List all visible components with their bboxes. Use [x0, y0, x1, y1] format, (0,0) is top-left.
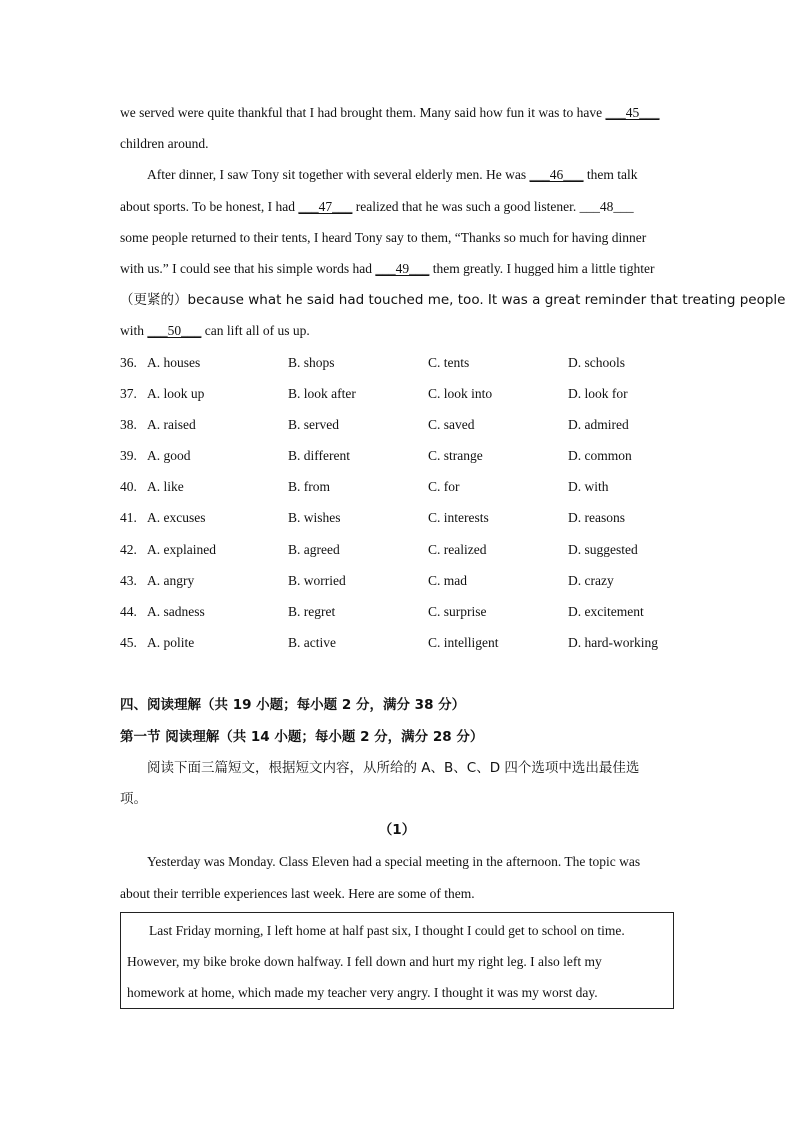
question-row: 43. A. angry B. worried C. mad D. crazy	[120, 572, 614, 588]
passage-line: about their terrible experiences last week. Here are some of them.	[120, 885, 475, 901]
passage-line: with ___50___ can lift all of us up.	[120, 323, 310, 339]
question-row: 38. A. raised B. served C. saved D. admired	[120, 416, 629, 432]
question-row: 36. A. houses B. shops C. tents D. schools	[120, 354, 625, 370]
blank-47: ___47___	[298, 198, 353, 214]
box-line: Last Friday morning, I left home at half past six, I thought I could get to school on time.	[149, 922, 625, 938]
subsection-heading: 第一节 阅读理解（共 14 小题；每小题 2 分，满分 28 分）	[120, 728, 484, 745]
question-row: 37. A. look up B. look after C. look into D. look for	[120, 385, 628, 401]
exam-page	[120, 97, 786, 1009]
box-line: homework at home, which made my teacher very angry. I thought it was my worst day.	[127, 984, 598, 1000]
section-heading: 四、阅读理解（共 19 小题；每小题 2 分，满分 38 分）	[120, 697, 466, 714]
box-line: However, my bike broke down halfway. I fell down and hurt my right leg. I also left my	[127, 953, 602, 969]
question-row: 39. A. good B. different C. strange D. common	[120, 448, 632, 464]
passage-line: we served were quite thankful that I had brought them. Many said how fun it was to have ___45___	[120, 105, 660, 120]
spacer	[120, 658, 674, 690]
instruction-text: 阅读下面三篇短文，根据短文内容，从所给的 A、B、C、D 四个选项中选出最佳选	[147, 759, 640, 776]
question-row: 40. A. like B. from C. for D. with	[120, 479, 609, 495]
passage-number: （1）	[378, 822, 416, 839]
passage-line: After dinner, I saw Tony sit together with several elderly men. He was ___46___ them talk	[147, 167, 638, 183]
instruction-text: 项。	[120, 790, 147, 807]
blank-45: ___45___	[605, 105, 660, 120]
blank-46: ___46___	[529, 167, 584, 183]
passage-line: （更紧的）because what he said had touched me, too. It was a great reminder that treating people	[120, 292, 786, 309]
question-row: 42. A. explained B. agreed C. realized D. suggested	[120, 541, 638, 557]
passage-line: Yesterday was Monday. Class Eleven had a special meeting in the afternoon. The topic was	[147, 854, 641, 870]
passage-line: children around.	[120, 136, 209, 152]
quote-box	[120, 912, 674, 1009]
question-row: 41. A. excuses B. wishes C. interests D. reasons	[120, 510, 625, 526]
blank-50: ___50___	[147, 323, 202, 339]
question-row: 44. A. sadness B. regret C. surprise D. excitement	[120, 604, 644, 619]
blank-49: ___49___	[375, 260, 430, 276]
passage-line: about sports. To be honest, I had ___47___ realized that he was such a good listener. ___48___	[120, 198, 634, 214]
passage-line: with us.” I could see that his simple words had ___49___ them greatly. I hugged him a little tighter	[120, 260, 655, 276]
question-row: 45. A. polite B. active C. intelligent D. hard-working	[120, 635, 658, 651]
passage-line: some people returned to their tents, I heard Tony say to them, “Thanks so much for having dinner	[120, 229, 647, 245]
